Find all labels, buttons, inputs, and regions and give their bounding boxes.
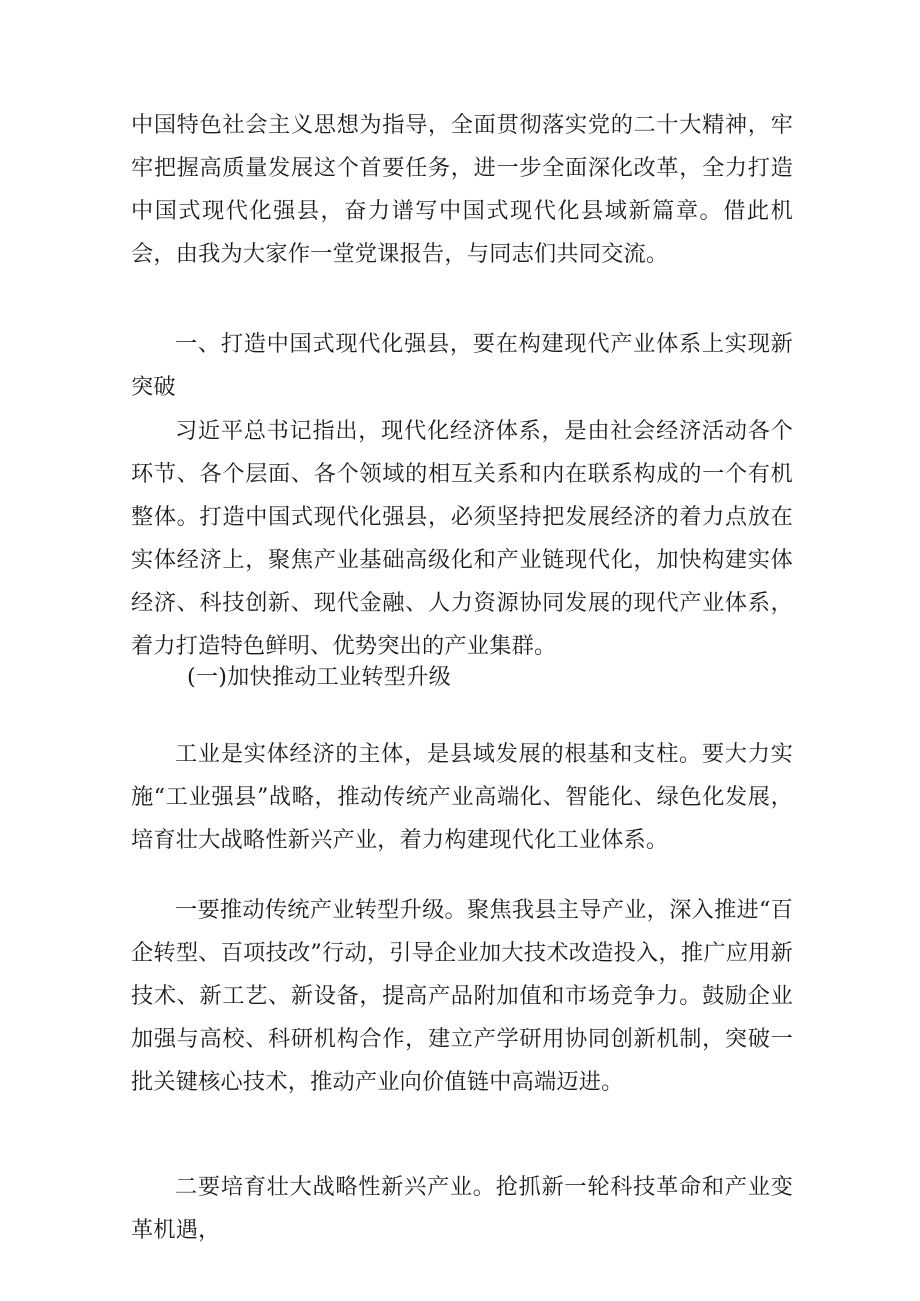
body-paragraph-emerging-industry: 二要培育壮大战略性新兴产业。抢抓新一轮科技革命和产业变革机遇， [131,1174,793,1243]
body-paragraph-intro: 中国特色社会主义思想为指导，全面贯彻落实党的二十大精神，牢牢把握高质量发展这个首要任务，进一步全面深化改革，全力打造中国式现代化强县，奋力谱写中国式现代化县域新篇章。借此机会，由我为大家作一堂党课报告，与同志们共同交流。 [131,112,793,267]
body-paragraph-traditional-industry: 一要推动传统产业转型升级。聚焦我县主导产业，深入推进“百企转型、百项技改”行动，引导企业加大技术改造投入，推广应用新技术、新工艺、新设备，提高产品附加值和市场竞争力。鼓励企业加强与高校、科研机构合作，建立产学研用协同创新机制，突破一批关键核心技术，推动产业向价值链中高端迈进。 [131,897,793,1095]
section-heading-1: 一、打造中国式现代化强县，要在构建现代产业体系上实现新突破 [131,331,793,400]
body-paragraph-economy: 习近平总书记指出，现代化经济体系，是由社会经济活动各个环节、各个层面、各个领域的相互关系和内在联系构成的一个有机整体。打造中国式现代化强县，必须坚持把发展经济的着力点放在实体经济上，聚焦产业基础高级化和产业链现代化，加快构建实体经济、科技创新、现代金融、人力资源协同发展的现代产业体系，着力打造特色鲜明、优势突出的产业集群。 [131,418,793,659]
subsection-heading-1: (一)加快推动工业转型升级 [187,664,451,690]
body-paragraph-industry: 工业是实体经济的主体，是县域发展的根基和支柱。要大力实施“工业强县”战略，推动传统产业高端化、智能化、绿色化发展，培育壮大战略性新兴产业，着力构建现代化工业体系。 [131,741,793,853]
